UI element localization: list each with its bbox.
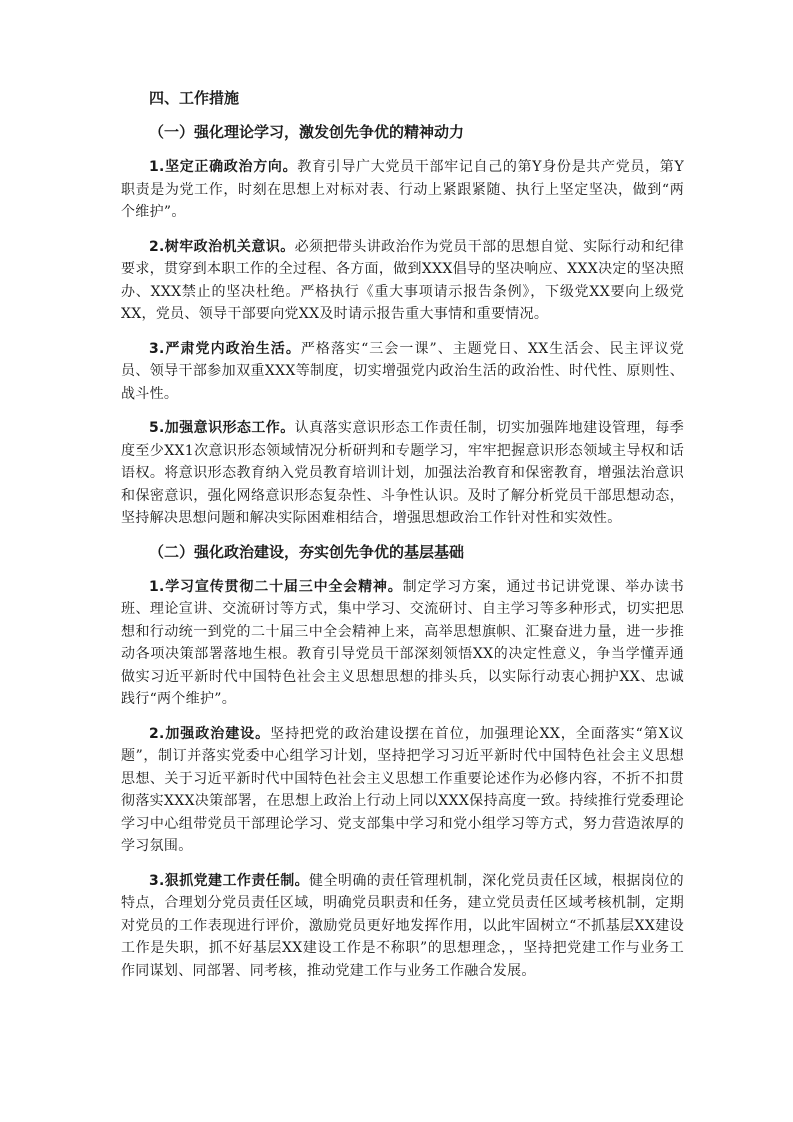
paragraph-lead: 5.加强意识形态工作。 — [149, 420, 295, 436]
paragraph-text: 教育引导广大党员干部牢记自己的第Y身份是共产党员，第Y职责是为党工作，时刻在思想上对标对表、行动上紧跟紧随、执行上坚定坚决，做到“两个维护”。 — [121, 159, 684, 220]
paragraph — [121, 870, 684, 983]
document-body — [121, 88, 684, 994]
paragraph — [121, 576, 684, 711]
paragraph-lead: 2.树牢政治机关意识。 — [149, 238, 295, 255]
paragraph-text: 坚持把党的政治建设摆在首位，加强理论XX，全面落实“第X议题”，制订并落实党委中心组学习计划，坚持把学习习近平新时代中国特色社会主义思想思想、关于习近平新时代中国特色社会主义思想工作重要论述作为必修内容，不折不扣贯彻落实XXX决策部署，在思想上政治上行动上同以XXX保持高度一致。持续推行党委理论学习中心组带党员干部理论学习、党支部集中学习和党小组学习等方式，努力营造浓厚的学习氛围。 — [121, 725, 684, 854]
paragraph-lead: 1.坚定正确政治方向。 — [149, 159, 298, 175]
paragraph — [121, 723, 684, 858]
subsection-title-2: （二）强化政治建设，夯实创先争优的基层基础 — [149, 542, 465, 561]
paragraph — [121, 236, 684, 326]
subsection-title-1: （一）强化理论学习，激发创先争优的精神动力 — [149, 123, 465, 141]
paragraph-lead: 3.严肃党内政治生活。 — [149, 340, 301, 357]
paragraph-text: 健全明确的责任管理机制，深化党员责任区域，根据岗位的特点，合理划分党员责任区域，明确党员职责和任务，建立党员责任区域考核机制，定期对党员的工作表现进行评价，激励党员更好地发挥作用，以此牢固树立“不抓基层XX建设工作是失职，抓不好基层XX建设工作是不称职”的思想理念，，坚持把党建工作与业务工作同谋划、同部署、同考核，推动党建工作与业务工作融合发展。 — [121, 872, 684, 979]
paragraph-text: 制定学习方案，通过书记讲党课、举办读书班、理论宣讲、交流研讨等方式，集中学习、交流研讨、自主学习等多种形式，切实把思想和行动统一到党的二十届三中全会精神上来，高举思想旗帜、汇聚奋进力量，进一步推动各项决策部署落地生根。教育引导党员干部深刻领悟XX的决定性意义，争当学懂弄通做实习近平新时代中国特色社会主义思想思想的排头兵，以实际行动衷心拥护XX、忠诚践行“两个维护”。 — [121, 578, 684, 707]
paragraph — [121, 338, 684, 406]
paragraph-lead: 1.学习宣传贯彻二十届三中全会精神。 — [149, 578, 403, 595]
paragraph-text: 严格落实“三会一课”、主题党日、XX生活会、民主评议党员、领导干部参加双重XXX等制度，切实增强党内政治生活的政治性、时代性、原则性、战斗性。 — [121, 340, 684, 402]
paragraph — [121, 156, 684, 224]
paragraph-lead: 2.加强政治建设。 — [149, 725, 271, 742]
section-title: 四、工作措施 — [149, 89, 240, 107]
paragraph-text: 认真落实意识形态工作责任制，切实加强阵地建设管理，每季度至少XX1次意识形态领域情况分析研判和专题学习，牢牢把握意识形态领域主导权和话语权。将意识形态教育纳入党员教育培训计划，加强法治教育和保密教育，增强法治意识和保密意识，强化网络意识形态复杂性、斗争性认识。及时了解分析党员干部思想动态，坚持解决思想问题和解决实际困难相结合，增强思想政治工作针对性和实效性。 — [121, 420, 684, 526]
paragraph-lead: 3.狠抓党建工作责任制。 — [149, 872, 310, 889]
paragraph-text: 必须把带头讲政治作为党员干部的思想自觉、实际行动和纪律要求，贯穿到本职工作的全过程、各方面，做到XXX倡导的坚决响应、XXX决定的坚决照办、XXX禁止的坚决杜绝。严格执行《重大事项请示报告条例》，下级党XX要向上级党XX，党员、领导干部要向党XX及时请示报告重大事情和重要情况。 — [121, 238, 684, 322]
paragraph — [121, 417, 684, 530]
